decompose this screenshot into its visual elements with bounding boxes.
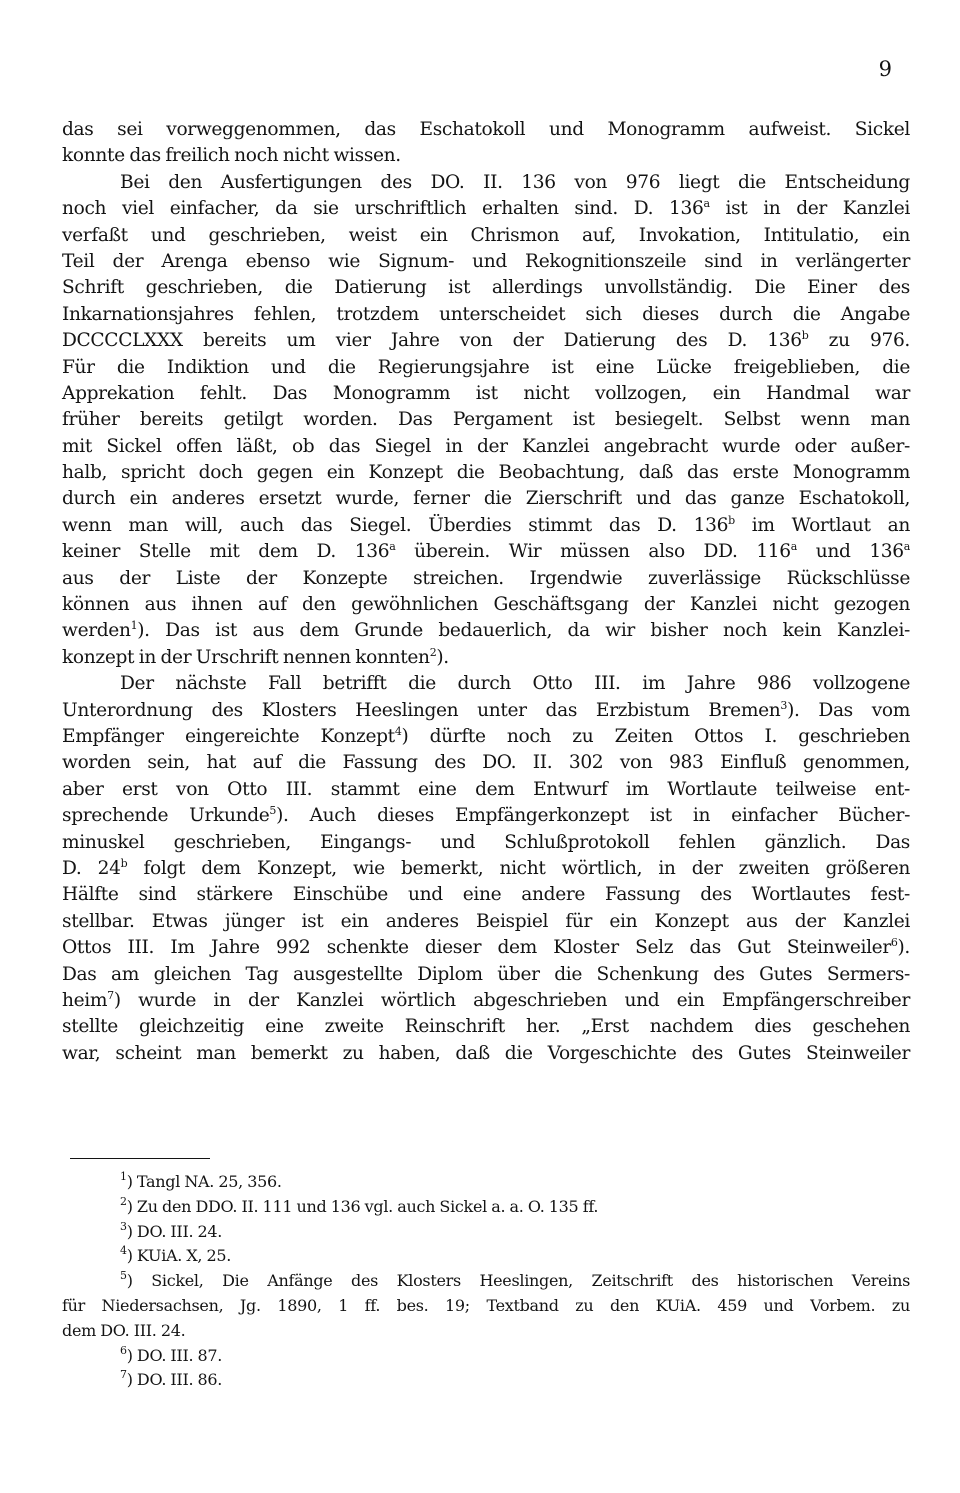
text-line <box>62 803 910 829</box>
text-segment: zu 976. <box>808 330 910 352</box>
text-line: worden sein, hat auf die Fassung des DO. II. 302 von 983 Einfluß genommen, <box>62 752 910 774</box>
superscript: b <box>120 856 128 870</box>
footnote <box>62 1244 910 1269</box>
footnote-mark: 7 <box>120 1368 127 1382</box>
text-line <box>62 539 910 565</box>
footnote <box>62 1220 910 1245</box>
text-line: verfaßt und geschrieben, weist ein Chrismon auf, Invokation, Intitulatio, ein <box>62 224 910 246</box>
text-segment: folgt dem Konzept, wie bemerkt, nicht wörtlich, in der zweiten größeren <box>127 857 910 879</box>
footnote-text: ) DO. III. 24. <box>126 1221 223 1241</box>
text-line: Teil der Arenga ebenso wie Signum- und Rekognitionszeile sind in verlängerter <box>62 250 910 272</box>
footnote-mark: 3 <box>120 1219 127 1233</box>
text-line: mit Sickel offen läßt, ob das Siegel in der Kanzlei angebracht wurde oder außer- <box>62 435 910 457</box>
text-line: stellbar. Etwas jünger ist ein anderes Beispiel für ein Konzept aus der Kanzlei <box>62 910 910 932</box>
text-segment: ). <box>897 937 910 959</box>
footnote-mark: 1 <box>120 1170 127 1183</box>
text-line <box>62 988 910 1014</box>
text-line <box>62 328 910 354</box>
footnote <box>62 1269 910 1294</box>
footnote <box>62 1344 910 1369</box>
footnote-mark: 6 <box>120 1343 127 1357</box>
text-line <box>62 618 910 644</box>
footnote <box>62 1170 910 1195</box>
text-line <box>62 856 910 882</box>
footnote-continuation: dem DO. III. 24. <box>62 1320 186 1340</box>
text-segment: noch viel einfacher, da sie urschriftlich erhalten sind. D. 136 <box>62 198 704 220</box>
text-line: Hälfte sind stärkere Einschübe und eine andere Fassung des Wortlautes fest- <box>62 884 910 906</box>
text-segment: sprechende Urkunde <box>62 805 270 827</box>
main-text <box>62 117 910 1067</box>
footnote-ref[interactable]: 1 <box>130 619 138 633</box>
text-line <box>62 698 910 724</box>
footnote-separator <box>70 1158 210 1159</box>
text-line <box>62 935 910 961</box>
text-line: aus der Liste der Konzepte streichen. Irgendwie zuverlässige Rückschlüsse <box>62 567 910 589</box>
text-segment: ) dürfte noch zu Zeiten Ottos I. geschrieben <box>401 725 910 747</box>
footnote-ref[interactable]: 5 <box>269 804 277 818</box>
text-line <box>62 645 910 671</box>
text-line: Für die Indiktion und die Regierungsjahre ist eine Lücke freigeblieben, die <box>62 356 910 378</box>
text-segment: ). Das ist aus dem Grunde bedauerlich, da wir bisher noch kein Kanzlei- <box>137 620 910 642</box>
text-line: Apprekation fehlt. Das Monogramm ist nicht vollzogen, ein Handmal war <box>62 382 910 404</box>
text-line: früher bereits getilgt worden. Das Pergament ist besiegelt. Selbst wenn man <box>62 409 910 431</box>
text-segment: im Wortlaut an <box>734 514 910 536</box>
text-segment: keiner Stelle mit dem D. 136 <box>62 541 390 563</box>
text-segment: ist in der Kanzlei <box>709 198 910 220</box>
text-segment: ). Auch dieses Empfängerkonzept ist in einfacher Bücher- <box>276 805 911 827</box>
text-segment: Empfänger eingereichte Konzept <box>62 725 395 747</box>
text-segment: DCCCCLXXX bereits um vier Jahre von der Datierung des D. 136 <box>62 330 802 352</box>
text-segment: und 136 <box>797 541 904 563</box>
text-line: war, scheint man bemerkt zu haben, daß die Vorgeschichte des Gutes Steinweiler <box>62 1042 910 1064</box>
footnote <box>62 1195 910 1220</box>
footnote-ref[interactable]: 2 <box>429 645 437 659</box>
text-line: konnte das freilich noch nicht wissen. <box>62 145 401 167</box>
text-segment: Ottos III. Im Jahre 992 schenkte dieser dem Kloster Selz das Gut Steinweiler <box>62 937 891 959</box>
footnote-text: ) Sickel, Die Anfänge des Klosters Heeslingen, Zeitschrift des historischen Vereins <box>126 1271 910 1291</box>
page-number: 9 <box>878 57 892 81</box>
footnote-text: ) KUiA. X, 25. <box>126 1246 232 1266</box>
footnote-mark: 2 <box>120 1194 127 1208</box>
text-line: können aus ihnen auf den gewöhnlichen Geschäftsgang der Kanzlei nicht gezogen <box>62 594 910 616</box>
text-line <box>62 724 910 750</box>
footnote <box>62 1368 910 1393</box>
text-line: halb, spricht doch gegen ein Konzept die Beobachtung, daß das erste Monogramm <box>62 462 910 484</box>
superscript: a <box>703 197 710 211</box>
superscript: b <box>801 329 809 343</box>
text-line: Der nächste Fall betrifft die durch Otto III. im Jahre 986 vollzogene <box>120 673 910 695</box>
footnote-ref[interactable]: 3 <box>780 698 788 712</box>
superscript: b <box>728 513 735 527</box>
footnote-ref[interactable]: 7 <box>107 988 114 1002</box>
footnote-mark: 5 <box>120 1269 127 1283</box>
text-line: Bei den Ausfertigungen des DO. II. 136 von 976 liegt die Entscheidung <box>120 171 910 193</box>
footnote-mark: 4 <box>120 1244 127 1258</box>
text-segment: werden <box>62 620 131 642</box>
footnote-text: ) DO. III. 87. <box>126 1345 223 1365</box>
text-line: Das am gleichen Tag ausgestellte Diplom über die Schenkung des Gutes Sermers- <box>62 963 910 985</box>
text-segment: wenn man will, auch das Siegel. Überdies stimmt das D. 136 <box>62 514 729 536</box>
superscript: a <box>389 540 396 554</box>
text-segment: ). <box>436 646 449 668</box>
text-line: Schrift geschrieben, die Datierung ist allerdings unvollständig. Die Einer des <box>62 277 910 299</box>
text-segment: heim <box>62 989 108 1011</box>
footnote-ref[interactable]: 6 <box>890 936 898 950</box>
text-segment: ). Das vom <box>787 699 911 721</box>
text-segment: konzept in der Urschrift nennen konnten <box>62 646 430 668</box>
superscript: a <box>790 540 797 554</box>
footnote-text: ) Zu den DDO. II. 111 und 136 vgl. auch Sickel a. a. O. 135 ff. <box>126 1196 599 1216</box>
superscript: a <box>903 540 910 554</box>
footnote-text: ) DO. III. 86. <box>126 1370 223 1390</box>
text-segment: ) wurde in der Kanzlei wörtlich abgeschrieben und ein Empfängerschreiber <box>113 989 910 1011</box>
text-line: aber erst von Otto III. stammt eine dem Entwurf im Wortlaute teilweise ent- <box>62 778 910 800</box>
text-line: minuskel geschrieben, Eingangs- und Schlußprotokoll fehlen gänzlich. Das <box>62 831 910 853</box>
footnote-ref[interactable]: 4 <box>394 724 402 738</box>
text-segment: D. 24 <box>62 857 121 879</box>
text-line: das sei vorweggenommen, das Eschatokoll und Monogramm aufweist. Sickel <box>62 119 910 140</box>
text-line: stellte gleichzeitig eine zweite Reinschrift her. „Erst nachdem dies geschehen <box>62 1016 910 1038</box>
text-line <box>62 196 910 222</box>
text-segment: überein. Wir müssen also DD. 116 <box>395 541 791 563</box>
text-segment: Unterordnung des Klosters Heeslingen unter das Erzbistum Bremen <box>62 699 781 721</box>
footnotes <box>62 1170 910 1393</box>
text-line: Inkarnationsjahres fehlen, trotzdem unterscheidet sich dieses durch die Angabe <box>62 303 910 325</box>
footnote-text: ) Tangl NA. 25, 356. <box>126 1172 282 1191</box>
footnote-continuation: für Niedersachsen, Jg. 1890, 1 ff. bes. 19; Textband zu den KUiA. 459 und Vorbem. zu <box>62 1295 910 1315</box>
text-line: durch ein anderes ersetzt wurde, ferner die Zierschrift und das ganze Eschatokoll, <box>62 488 910 510</box>
text-line <box>62 513 910 539</box>
